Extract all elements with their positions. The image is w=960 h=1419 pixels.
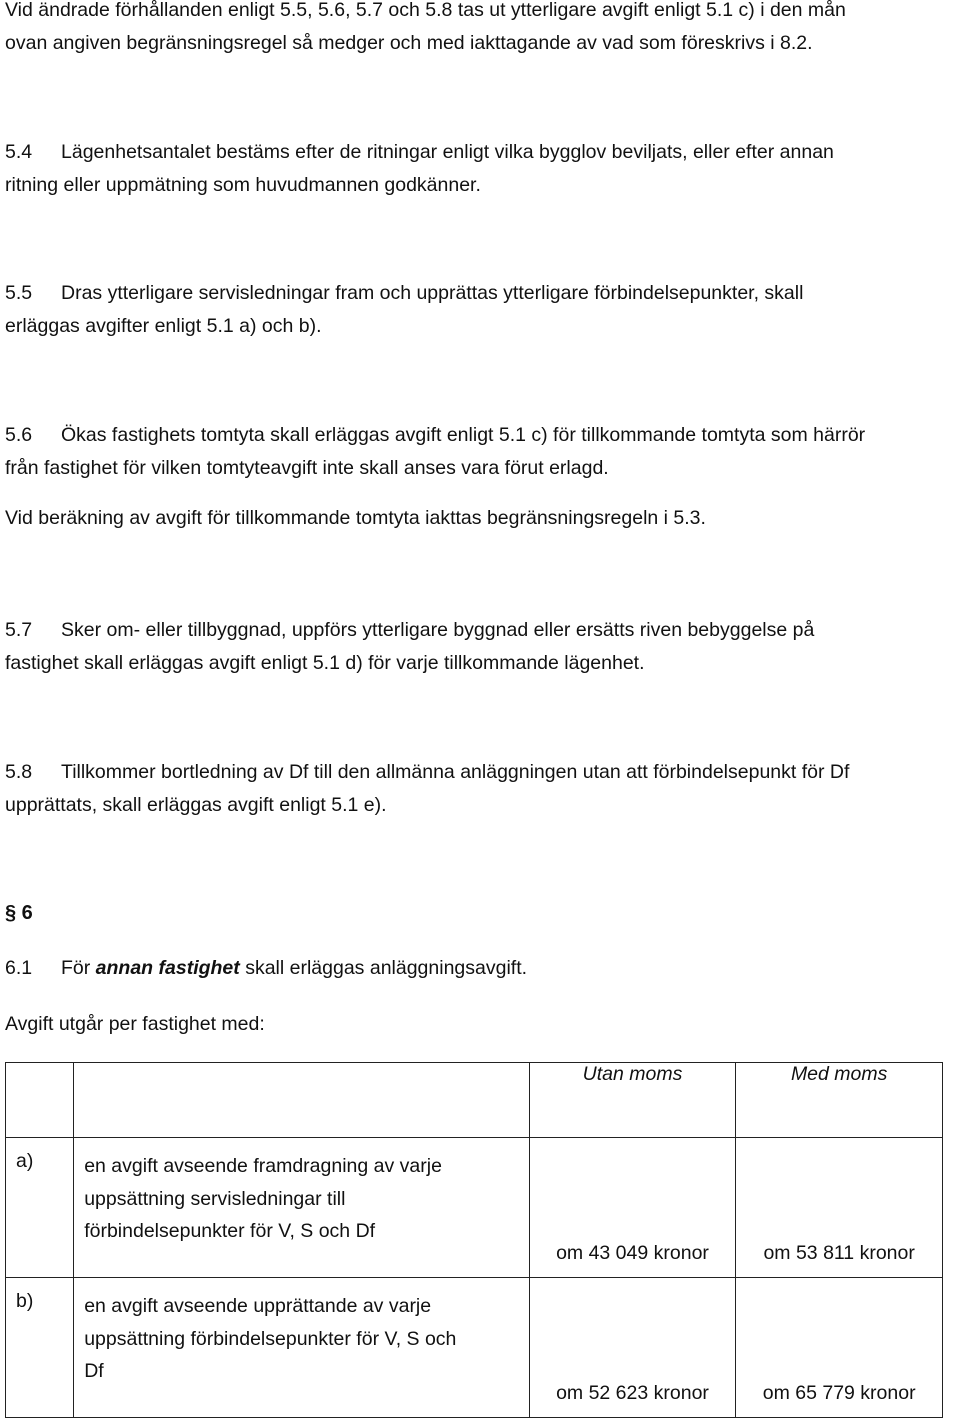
- amount-incl-vat: om 65 779 kronor: [736, 1278, 943, 1418]
- section-text: ritning eller uppmätning som huvudmannen godkänner.: [5, 173, 481, 196]
- section-number: 5.6: [5, 424, 33, 446]
- section-5-6: [5, 419, 958, 535]
- section-text: För: [61, 957, 96, 979]
- row-description: [74, 1138, 529, 1278]
- section-5-5: [5, 277, 958, 342]
- description-line: uppsättning förbindelsepunkter för V, S och: [84, 1327, 457, 1350]
- section-number: 5.8: [5, 761, 33, 783]
- section-text: Sker om- eller tillbyggnad, uppförs ytterligare byggnad eller ersätts riven bebyggelse på: [61, 619, 815, 641]
- section-text: skall erläggas anläggningsavgift.: [239, 957, 528, 979]
- section-number: 5.7: [5, 619, 33, 641]
- header-incl-vat: Med moms: [736, 1063, 943, 1138]
- table-row: [6, 1278, 943, 1418]
- section-text: Tillkommer bortledning av Df till den allmänna anläggningen utan att förbindelsepunkt för Df: [61, 761, 850, 783]
- description-line: uppsättning servisledningar till: [84, 1187, 346, 1210]
- header-cell: [6, 1063, 74, 1138]
- intro-line: ovan angiven begränsningsregel så medger och med iakttagande av vad som föreskrivs i 8.2.: [5, 31, 813, 54]
- section-heading: § 6: [5, 902, 33, 924]
- amount-excl-vat: om 52 623 kronor: [529, 1278, 736, 1418]
- row-label: a): [6, 1138, 74, 1278]
- section-number: 5.4: [5, 141, 33, 163]
- section-text: upprättats, skall erläggas avgift enligt 5.1 e).: [5, 793, 387, 816]
- description-line: en avgift avseende framdragning av varje: [84, 1155, 442, 1177]
- description-line: Df: [84, 1360, 104, 1382]
- section-5-7: [5, 614, 958, 679]
- section-text: erläggas avgifter enligt 5.1 a) och b).: [5, 314, 322, 337]
- row-description: [74, 1278, 529, 1418]
- header-cell: [74, 1063, 529, 1138]
- amount-excl-vat: om 43 049 kronor: [529, 1138, 736, 1278]
- section-text: Ökas fastighets tomtyta skall erläggas avgift enligt 5.1 c) för tillkommande tomtyta som härrör: [61, 424, 866, 446]
- description-line: en avgift avseende upprättande av varje: [84, 1295, 432, 1317]
- intro-line: Vid ändrade förhållanden enligt 5.5, 5.6, 5.7 och 5.8 tas ut ytterligare avgift enligt 5.1 c) i den mån: [5, 0, 846, 21]
- section-text: fastighet skall erläggas avgift enligt 5.1 d) för varje tillkommande lägenhet.: [5, 651, 645, 674]
- table-row: [6, 1138, 943, 1278]
- description-line: förbindelsepunkter för V, S och Df: [84, 1220, 376, 1242]
- amount-incl-vat: om 53 811 kronor: [736, 1138, 943, 1278]
- section-text: Vid beräkning av avgift för tillkommande tomtyta iakttas begränsningsregeln i 5.3.: [5, 507, 706, 529]
- header-excl-vat: Utan moms: [529, 1063, 736, 1138]
- section-text: från fastighet för vilken tomtyteavgift inte skall anses vara förut erlagd.: [5, 456, 609, 479]
- section-5-8: [5, 756, 958, 821]
- section-6-1: [5, 952, 958, 985]
- section-text: Lägenhetsantalet bestäms efter de ritningar enligt vilka bygglov beviljats, eller efter annan: [61, 141, 834, 163]
- section-number: 5.5: [5, 282, 33, 304]
- section-text: Dras ytterligare servisledningar fram och upprättas ytterligare förbindelsepunkter, skall: [61, 282, 804, 304]
- section-number: 6.1: [5, 957, 33, 979]
- row-label: b): [6, 1278, 74, 1418]
- intro-paragraph: [5, 0, 958, 59]
- emphasized-text: annan fastighet: [95, 957, 240, 979]
- section-5-4: [5, 136, 958, 201]
- table-header-row: [6, 1063, 943, 1138]
- fee-intro-line: Avgift utgår per fastighet med:: [5, 1013, 265, 1035]
- fee-table: [5, 1062, 943, 1418]
